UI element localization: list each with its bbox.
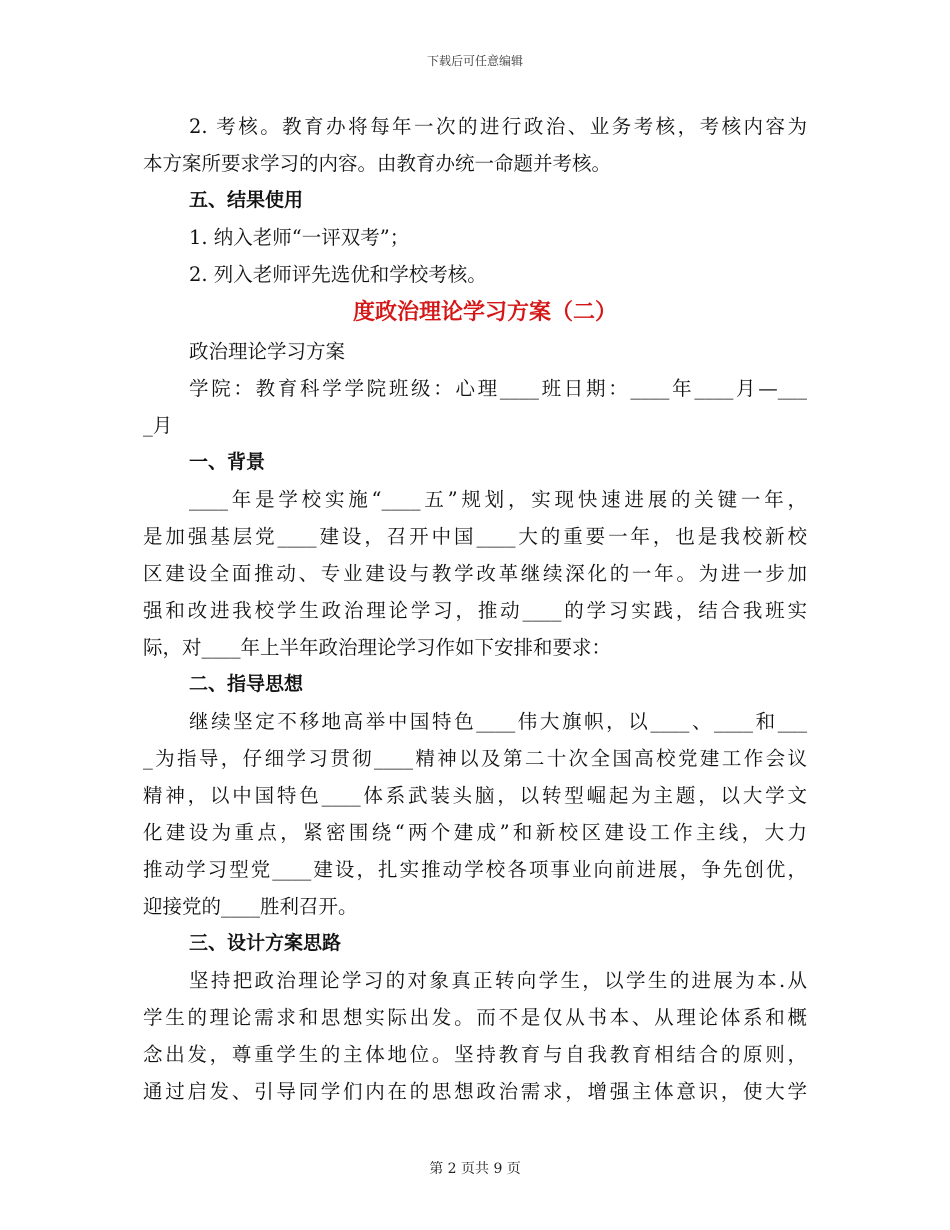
meta-line: _月 <box>143 414 173 437</box>
paragraph-line: 通过启发、引导同学们内在的思想政治需求，增强主体意识，使大学 <box>143 1080 807 1103</box>
paragraph-line: 学生的理论需求和思想实际出发。而不是仅从书本、从理论体系和概 <box>143 1006 807 1029</box>
paragraph-line: 精神，以中国特色____体系武装头脑，以转型崛起为主题，以大学文 <box>143 784 807 807</box>
paragraph-line: 化建设为重点，紧密围绕“两个建成”和新校区建设工作主线，大力 <box>143 821 807 844</box>
paragraph-line: 2. 考核。教育办将每年一次的进行政治、业务考核，考核内容为 <box>189 115 807 138</box>
paragraph-line: 际，对____年上半年政治理论学习作如下安排和要求： <box>143 636 612 659</box>
paragraph-line: 区建设全面推动、专业建设与教学改革继续深化的一年。为进一步加 <box>143 562 807 585</box>
section-heading-results: 五、结果使用 <box>189 189 304 211</box>
paragraph-line: 坚持把政治理论学习的对象真正转向学生，以学生的进展为本.从 <box>189 969 807 992</box>
page-header: 下载后可任意编辑 <box>426 54 523 68</box>
paragraph-line: 是加强基层党____建设，召开中国____大的重要一年，也是我校新校 <box>143 525 807 548</box>
list-item: 1. 纳入老师“一评双考”； <box>189 226 410 249</box>
paragraph-line: _为指导，仔细学习贯彻____精神以及第二十次全国高校党建工作会议 <box>143 747 807 770</box>
document-subtitle: 政治理论学习方案 <box>189 340 346 363</box>
list-item: 2. 列入老师评先选优和学校考核。 <box>189 263 487 286</box>
paragraph-line: ____年是学校实施“____五”规划，实现快速进展的关键一年， <box>189 488 807 511</box>
paragraph-line: 继续坚定不移地高举中国特色____伟大旗帜，以____、____和___ <box>189 710 807 733</box>
meta-line: 学院：教育科学学院班级：心理____班日期：____年____月—___ <box>189 377 807 400</box>
section-heading-background: 一、背景 <box>189 451 266 473</box>
section-heading-design-approach: 三、设计方案思路 <box>189 932 342 954</box>
paragraph-line: 强和改进我校学生政治理论学习，推动____的学习实践，结合我班实 <box>143 599 807 622</box>
paragraph-line: 念出发，尊重学生的主体地位。坚持教育与自我教育相结合的原则， <box>143 1043 807 1066</box>
document-body <box>143 108 807 1110</box>
paragraph-line: 迎接党的____胜利召开。 <box>143 895 358 918</box>
paragraph-line: 本方案所要求学习的内容。由教育办统一命题并考核。 <box>143 152 612 175</box>
paragraph-line: 推动学习型党____建设，扎实推动学校各项事业向前进展，争先创优， <box>143 858 807 881</box>
page-number: 第 2 页共 9 页 <box>429 1161 521 1177</box>
document-title: 度政治理论学习方案（二） <box>352 300 617 325</box>
section-heading-guiding-thought: 二、指导思想 <box>189 673 304 695</box>
